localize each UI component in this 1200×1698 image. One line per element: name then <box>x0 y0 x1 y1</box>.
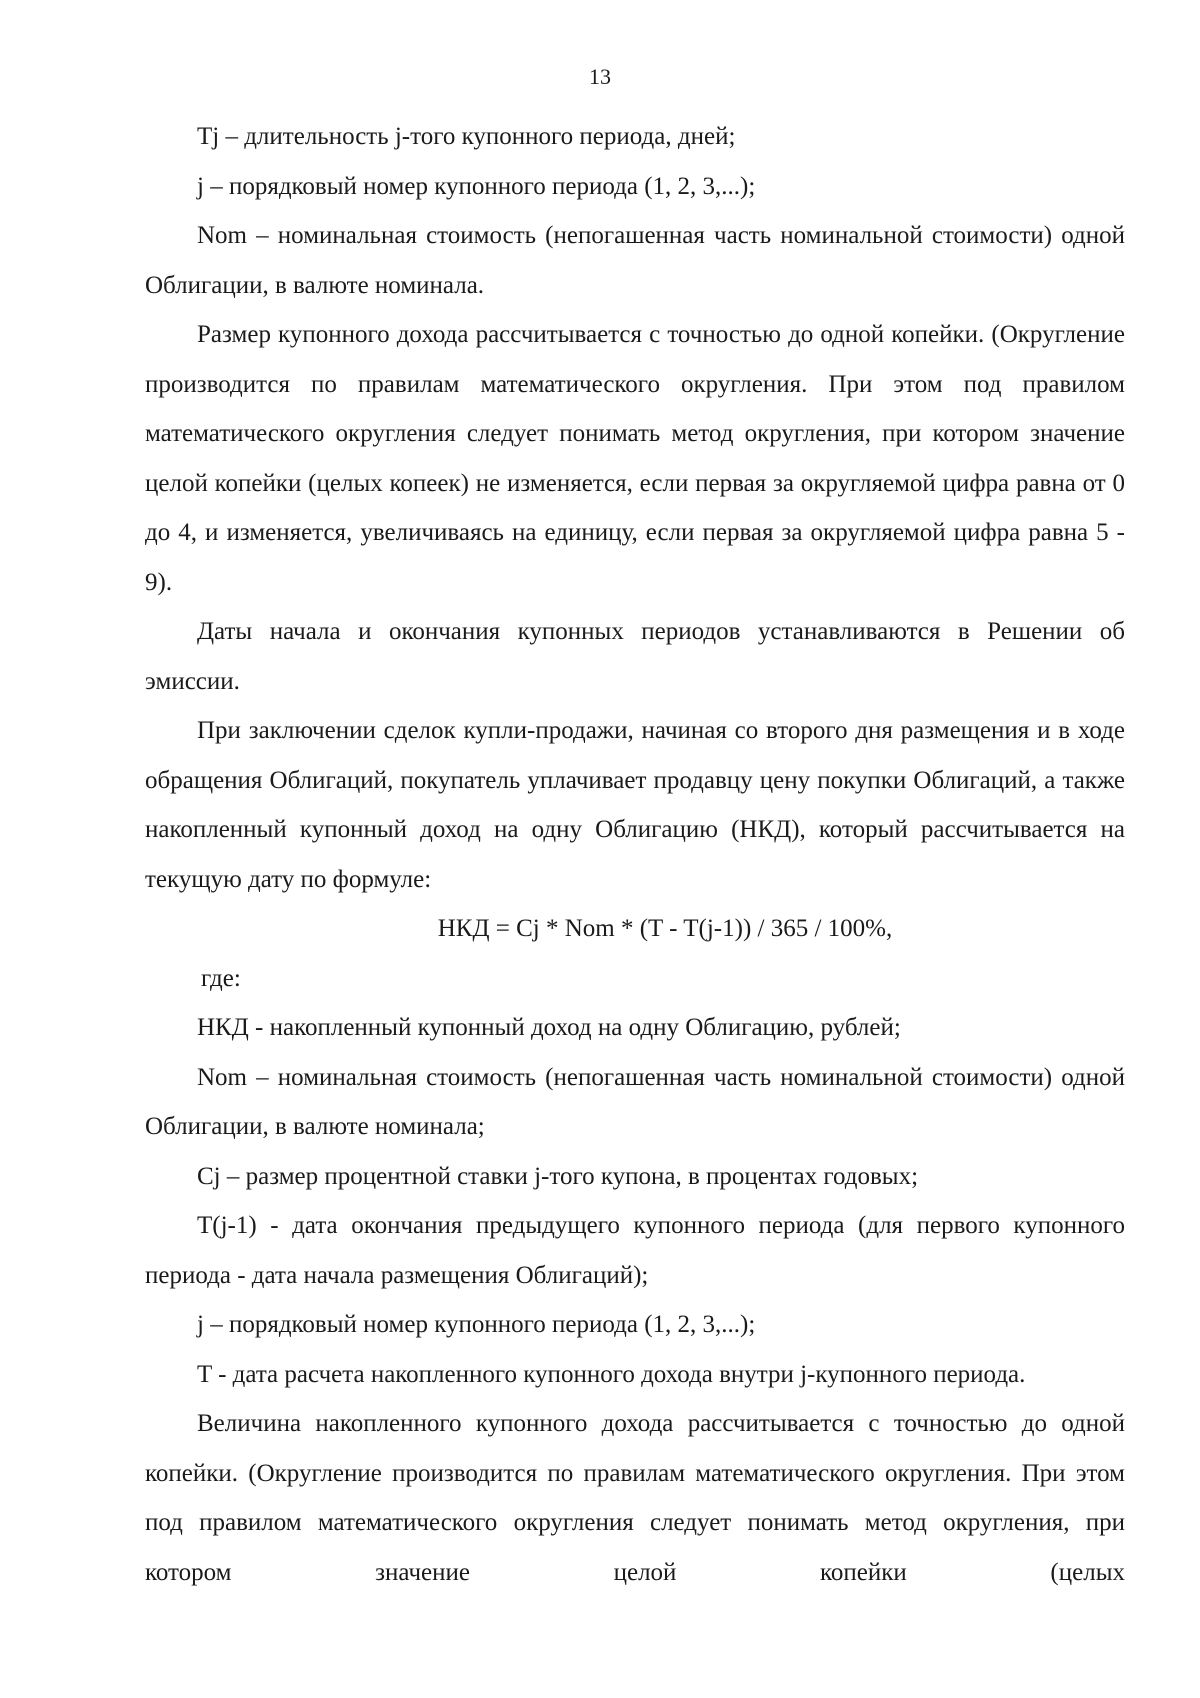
definition-t: T - дата расчета накопленного купонного дохода внутри j-купонного периода. <box>197 1360 1026 1388</box>
definition-j: j – порядковый номер купонного периода (1, 2, 3,...); <box>197 172 756 200</box>
coupon-rounding-paragraph: Размер купонного дохода рассчитывается с точностью до одной копейки. (Округление производится по правилам математического округления. При этом под правилом математического округления следует понимать метод округления, при котором значение целой копейки (целых копеек) не изменяется, если первая за округляемой цифра равна от 0 до 4, и изменяется, увеличиваясь на единицу, если первая за округляемой цифра равна 5 - 9). <box>145 321 1125 596</box>
document-body <box>145 112 1125 1597</box>
definition-aci: НКД - накопленный купонный доход на одну Облигацию, рублей; <box>197 1014 901 1041</box>
aci-rounding-paragraph: Величина накопленного купонного дохода рассчитывается с точностью до одной копейки. (Округление производится по правилам математического округления. При этом под правилом математического округления следует понимать метод округления, при котором значение целой копейки (целых <box>145 1410 1125 1586</box>
definition-tj: Tj – длительность j-того купонного периода, дней; <box>197 123 736 150</box>
definition-nom: Nom – номинальная стоимость (непогашенная часть номинальной стоимости) одной Облигации, в валюте номинала. <box>145 222 1125 299</box>
aci-formula: НКД = Cj * Nom * (T - T(j-1)) / 365 / 100%, <box>437 915 893 942</box>
definition-j-2: j – порядковый номер купонного периода (1, 2, 3,...); <box>197 1311 756 1338</box>
page-number: 13 <box>589 64 611 89</box>
aci-intro-paragraph: При заключении сделок купли-продажи, начиная со второго дня размещения и в ходе обращения Облигаций, покупатель уплачивает продавцу цену покупки Облигаций, а также накопленный купонный доход на одну Облигацию (НКД), который рассчитывается на текущую дату по формуле: <box>145 717 1125 893</box>
definition-nom-2: Nom – номинальная стоимость (непогашенная часть номинальной стоимости) одной Облигации, в валюте номинала; <box>145 1063 1125 1140</box>
definition-t-prev: T(j-1) - дата окончания предыдущего купонного периода (для первого купонного периода - дата начала размещения Облигаций); <box>145 1212 1125 1289</box>
where-label: где: <box>201 964 241 992</box>
coupon-dates-paragraph: Даты начала и окончания купонных периодов устанавливаются в Решении об эмиссии. <box>145 618 1125 695</box>
definition-cj: Cj – размер процентной ставки j-того купона, в процентах годовых; <box>197 1162 919 1190</box>
